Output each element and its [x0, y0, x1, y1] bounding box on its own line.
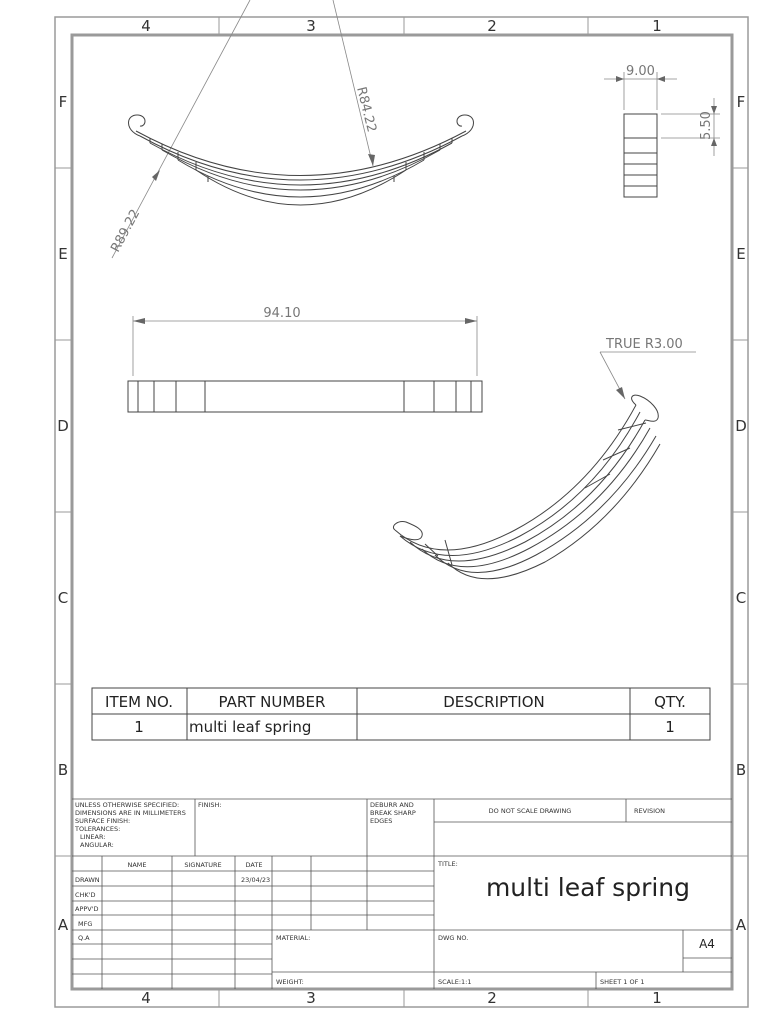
zone-bottom-2: 2 [487, 989, 497, 1007]
row-chkd: CHK'D [75, 891, 96, 899]
unless-line-4: TOLERANCES: [75, 825, 121, 833]
zone-top-3: 3 [306, 17, 316, 35]
isometric-view [393, 337, 696, 579]
leaf-1-top [136, 131, 466, 176]
eye-left-icon [129, 115, 146, 136]
deburr-line-1: DEBURR AND [370, 801, 414, 809]
dim-eye-radius-label: TRUE R3.00 [606, 337, 683, 352]
material-label: MATERIAL: [276, 934, 311, 942]
arrowhead-icon [152, 170, 160, 181]
zone-labels [57, 17, 747, 1007]
unless-line-1: UNLESS OTHERWISE SPECIFIED: [75, 801, 180, 809]
deburr-line-2: BREAK SHARP [370, 809, 416, 817]
zone-bottom-1: 1 [652, 989, 662, 1007]
leaf-3 [162, 150, 440, 190]
bom-table [92, 688, 710, 740]
iso-eye-right-icon [632, 395, 659, 421]
zone-right-f: F [736, 93, 746, 111]
col-date-header: DATE [245, 861, 263, 869]
unless-line-2: DIMENSIONS ARE IN MILLIMETERS [75, 809, 186, 817]
title-block [72, 799, 732, 989]
zone-top-2: 2 [487, 17, 497, 35]
dim-width-label: 9.00 [626, 64, 655, 79]
bom-header-qty: QTY. [654, 693, 686, 711]
arrowhead-icon [616, 387, 625, 399]
leaf-2 [150, 143, 452, 185]
finish-label: FINISH: [198, 801, 222, 809]
bom-header-part: PART NUMBER [218, 693, 326, 711]
col-signature-header: SIGNATURE [184, 861, 222, 869]
revision-label: REVISION [634, 807, 666, 815]
unless-line-3: SURFACE FINISH: [75, 817, 131, 825]
dim-length-label: 94.10 [263, 306, 301, 321]
zone-left-d: D [57, 417, 69, 435]
col-name-header: NAME [127, 861, 147, 869]
zone-right-a: A [735, 916, 747, 934]
zone-right-c: C [735, 589, 747, 607]
arrowhead-icon [616, 76, 624, 82]
top-view-outline [128, 381, 482, 412]
bom-cell-qty: 1 [665, 718, 675, 736]
iso-leaf-outer [395, 405, 636, 550]
arrowhead-icon [657, 76, 665, 82]
zone-bottom-4: 4 [141, 989, 151, 1007]
sheet-size: A4 [699, 937, 715, 951]
zone-left-a: A [57, 916, 69, 934]
row-mfg: MFG [78, 920, 93, 928]
eye-right-icon [457, 115, 474, 136]
dim-r84-label: R84.22 [353, 85, 379, 134]
arrowhead-icon [465, 318, 477, 324]
zone-left-e: E [58, 245, 68, 263]
scale-label: SCALE:1:1 [438, 978, 472, 986]
front-view [108, 0, 473, 258]
zone-ticks [55, 17, 748, 1007]
zone-top-4: 4 [141, 17, 151, 35]
zone-right-e: E [736, 245, 746, 263]
sheet-label: SHEET 1 OF 1 [600, 978, 645, 986]
bom-cell-item: 1 [134, 718, 144, 736]
outer-border [55, 17, 748, 1007]
arrowhead-icon [368, 154, 375, 166]
leaf-1-bottom [140, 136, 462, 180]
zone-left-c: C [57, 589, 69, 607]
side-view [604, 64, 720, 197]
radius-leader-r84 [333, 0, 373, 166]
title-label: TITLE: [438, 860, 458, 868]
leaf-4 [178, 160, 424, 197]
unless-line-6: ANGULAR: [80, 841, 114, 849]
weight-label: WEIGHT: [276, 978, 304, 986]
zone-right-d: D [735, 417, 747, 435]
do-not-scale-label: DO NOT SCALE DRAWING [488, 807, 572, 815]
drawing-title: multi leaf spring [485, 873, 691, 902]
zone-top-1: 1 [652, 17, 662, 35]
bom-header-item: ITEM NO. [105, 693, 173, 711]
top-view [128, 306, 482, 412]
dim-r89-label: R89.22 [108, 206, 144, 255]
row-qa: Q.A [78, 934, 90, 942]
unless-line-5: LINEAR: [80, 833, 106, 841]
zone-left-b: B [57, 761, 69, 779]
bom-cell-part: multi leaf spring [189, 718, 312, 736]
dim-thickness-label: 5.50 [699, 111, 714, 140]
iso-eye-left-icon [393, 522, 422, 540]
row-drawn: DRAWN [75, 876, 100, 884]
arrowhead-icon [133, 318, 145, 324]
zone-bottom-3: 3 [306, 989, 316, 1007]
dwg-no-label: DWG NO. [438, 934, 469, 942]
zone-left-f: F [58, 93, 68, 111]
bom-header-description: DESCRIPTION [443, 693, 545, 711]
row-appvd: APPV'D [75, 905, 99, 913]
inner-border [72, 35, 732, 989]
side-section [624, 114, 657, 197]
zone-right-b: B [735, 761, 747, 779]
deburr-line-3: EDGES [370, 817, 393, 825]
drawn-date: 23/04/23 [241, 876, 271, 884]
